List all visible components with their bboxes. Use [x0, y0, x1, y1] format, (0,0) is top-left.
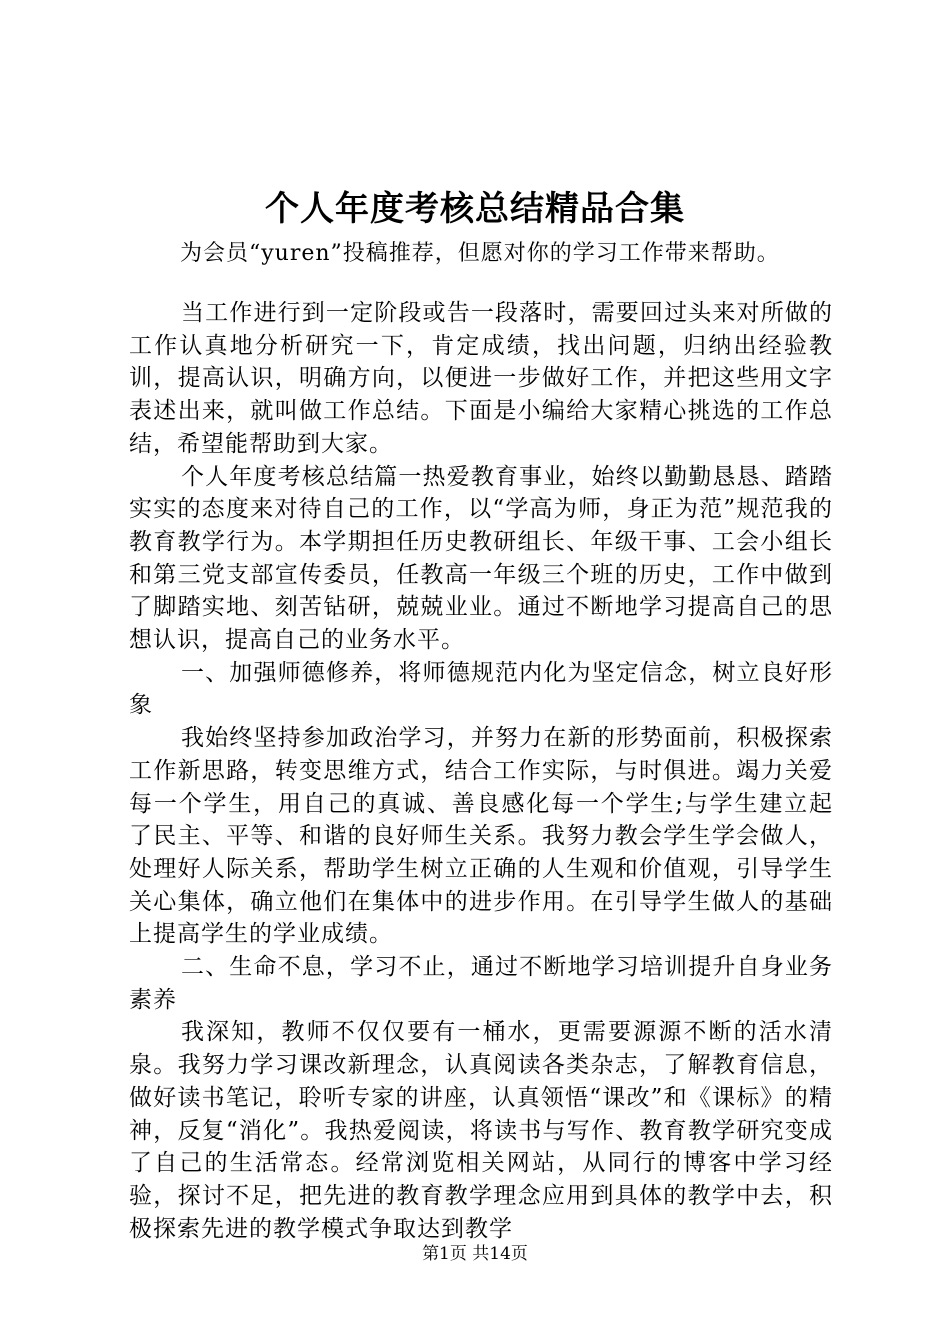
paragraph-section-one: 我始终坚持参加政治学习，并努力在新的形势面前，积极探索工作新思路，转变思维方式，结合工作实际，与时俱进。竭力关爱每一个学生，用自己的真诚、善良感化每一个学生;与学生建立起了民主、平等、和谐的良好师生关系。我努力教会学生学会做人，处理好人际关系，帮助学生树立正确的人生观和价值观，引导学生关心集体，确立他们在集体中的进步作用。在引导学生做人的基础上提高学生的学业成绩。 — [129, 725, 833, 948]
paragraph-intro: 当工作进行到一定阶段或告一段落时，需要回过头来对所做的工作认真地分析研究一下，肯定成绩，找出问题，归纳出经验教训，提高认识，明确方向，以便进一步做好工作，并把这些用文字表述出来，就叫做工作总结。下面是小编给大家精心挑选的工作总结，希望能帮助到大家。 — [129, 300, 833, 457]
paragraph-part-one: 个人年度考核总结篇一热爱教育事业，始终以勤勤恳恳、踏踏实实的态度来对待自己的工作，以“学高为师，身正为范”规范我的教育教学行为。本学期担任历史教研组长、年级干事、工会小组长和第三党支部宣传委员，任教高一年级三个班的历史，工作中做到了脚踏实地、刻苦钻研，兢兢业业。通过不断地学习提高自己的思想认识，提高自己的业务水平。 — [129, 463, 833, 654]
document-title: 个人年度考核总结精品合集 — [265, 189, 685, 229]
document-body — [129, 297, 833, 1245]
paragraph-section-two: 我深知，教师不仅仅要有一桶水，更需要源源不断的活水清泉。我努力学习课改新理念，认真阅读各类杂志，了解教育信息，做好读书笔记，聆听专家的讲座，认真领悟“课改”和《课标》的精神，反复“消化”。我热爱阅读，将读书与写作、教育教学研究变成了自己的生活常态。经常浏览相关网站，从同行的博客中学习经验，探讨不足，把先进的教育教学理念应用到具体的教学中去，积极探索先进的教学模式争取达到教学 — [129, 1019, 833, 1242]
section-heading-one: 一、加强师德修养，将师德规范内化为坚定信念，树立良好形象 — [129, 659, 833, 719]
section-heading-two: 二、生命不息，学习不止，通过不断地学习培训提升自身业务素养 — [129, 954, 833, 1013]
document-subtitle: 为会员“yuren”投稿推荐，但愿对你的学习工作带来帮助。 — [180, 241, 780, 266]
page-number-footer: 第1页 共14页 — [422, 1244, 528, 1264]
